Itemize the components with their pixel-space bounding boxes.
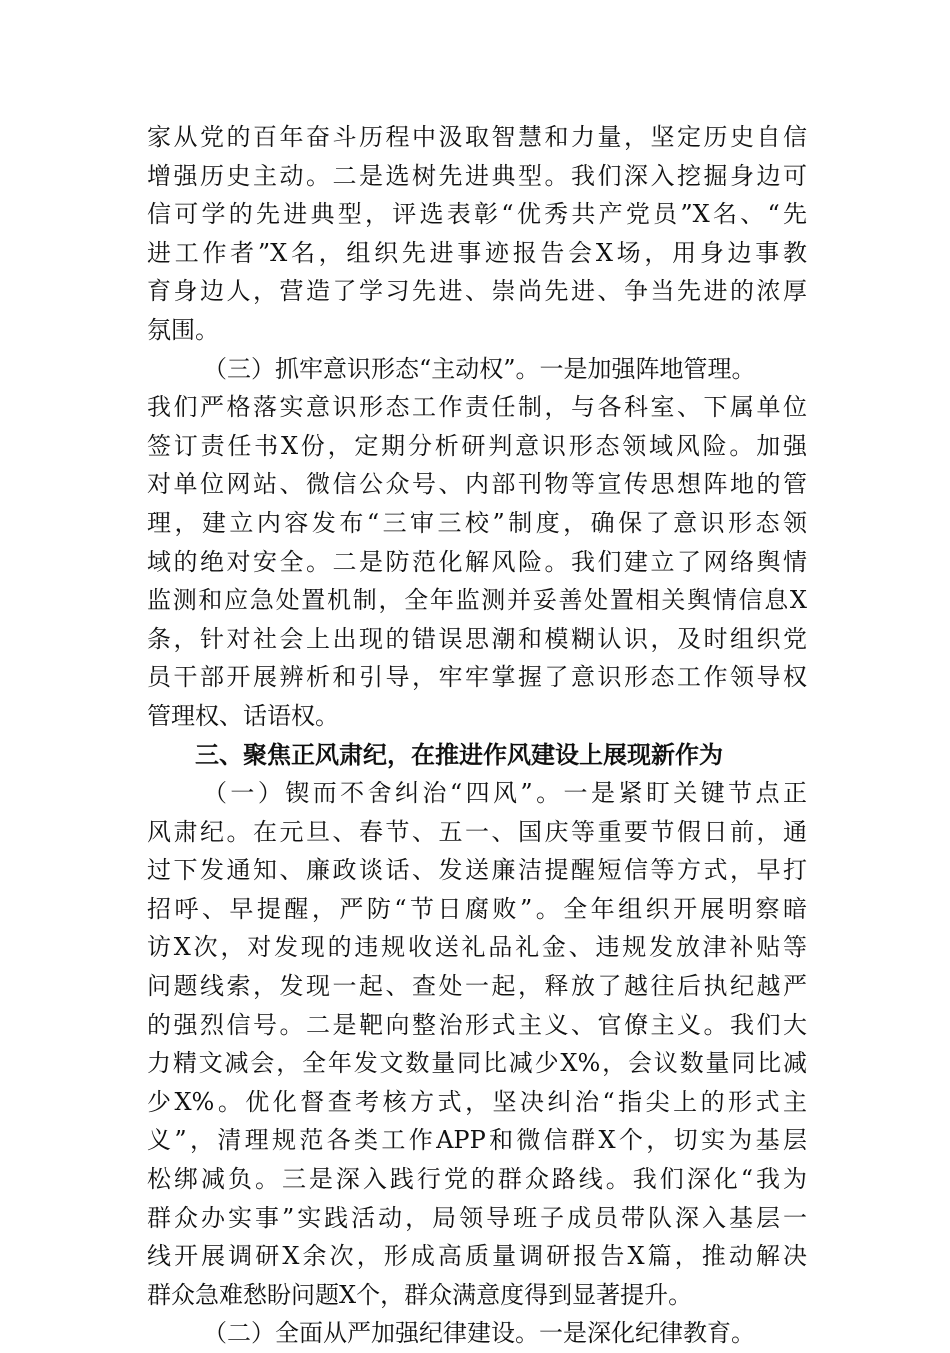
subheading-line: （二）全面从严加强纪律建设。一是深化纪律教育。 bbox=[203, 1319, 755, 1348]
text-line: 信可学的先进典型，评选表彰“优秀共产党员”X名、“先 bbox=[147, 200, 807, 229]
text-line: 管理权、话语权。 bbox=[147, 701, 339, 730]
document-page bbox=[147, 118, 807, 1353]
text-line: 条，针对社会上出现的错误思潮和模糊认识，及时组织党 bbox=[147, 624, 807, 653]
text-line: 群众办实事”实践活动，局领导班子成员带队深入基层一 bbox=[147, 1203, 807, 1232]
paragraph-ideology bbox=[147, 350, 807, 736]
text-line: 进工作者”X名，组织先进事迹报告会X场，用身边事教 bbox=[147, 238, 807, 267]
paragraph-discipline bbox=[147, 1314, 807, 1353]
text-line: 我们严格落实意识形态工作责任制，与各科室、下属单位 bbox=[147, 393, 807, 422]
text-line: 力精文减会，全年发文数量同比减少X%，会议数量同比减 bbox=[147, 1049, 807, 1078]
text-line: 增强历史主动。二是选树先进典型。我们深入挖掘身边可 bbox=[147, 161, 807, 190]
text-line: 招呼、早提醒，严防“节日腐败”。全年组织开展明察暗 bbox=[147, 894, 807, 923]
text-line: 问题线索，发现一起、查处一起，释放了越往后执纪越严 bbox=[147, 972, 807, 1001]
text-line: 过下发通知、廉政谈话、发送廉洁提醒短信等方式，早打 bbox=[147, 856, 807, 885]
paragraph-continued bbox=[147, 118, 807, 350]
text-line: 对单位网站、微信公众号、内部刊物等宣传思想阵地的管 bbox=[147, 470, 807, 499]
text-line: 理，建立内容发布“三审三校”制度，确保了意识形态领 bbox=[147, 508, 807, 537]
subheading-line: （一）锲而不舍纠治“四风”。一是紧盯关键节点正 bbox=[203, 779, 807, 808]
text-line: 监测和应急处置机制，全年监测并妥善处置相关舆情信息X bbox=[147, 586, 807, 615]
section-heading: 三、聚焦正风肃纪，在推进作风建设上展现新作为 bbox=[195, 740, 723, 769]
text-line: 群众急难愁盼问题X个，群众满意度得到显著提升。 bbox=[147, 1280, 693, 1309]
text-line: 员干部开展辨析和引导，牢牢掌握了意识形态工作领导权 bbox=[147, 663, 807, 692]
paragraph-four-winds bbox=[147, 774, 807, 1314]
text-line: 少X%。优化督查考核方式，坚决纠治“指尖上的形式主 bbox=[147, 1087, 807, 1116]
text-line: 签订责任书X份，定期分析研判意识形态领域风险。加强 bbox=[147, 431, 807, 460]
text-line: 风肃纪。在元旦、春节、五一、国庆等重要节假日前，通 bbox=[147, 817, 807, 846]
text-line: 松绑减负。三是深入践行党的群众路线。我们深化“我为 bbox=[147, 1165, 807, 1194]
text-line: 访X次，对发现的违规收送礼品礼金、违规发放津补贴等 bbox=[147, 933, 807, 962]
text-line: 氛围。 bbox=[147, 315, 219, 344]
text-line: 的强烈信号。二是靶向整治形式主义、官僚主义。我们大 bbox=[147, 1010, 807, 1039]
text-line: 义”，清理规范各类工作APP和微信群X个，切实为基层 bbox=[147, 1126, 807, 1155]
text-line: 域的绝对安全。二是防范化解风险。我们建立了网络舆情 bbox=[147, 547, 807, 576]
text-line: 育身边人，营造了学习先进、崇尚先进、争当先进的浓厚 bbox=[147, 277, 807, 306]
subheading-line: （三）抓牢意识形态“主动权”。一是加强阵地管理。 bbox=[203, 354, 756, 383]
text-line: 线开展调研X余次，形成高质量调研报告X篇，推动解决 bbox=[147, 1242, 807, 1271]
text-line: 家从党的百年奋斗历程中汲取智慧和力量，坚定历史自信 bbox=[147, 123, 807, 151]
